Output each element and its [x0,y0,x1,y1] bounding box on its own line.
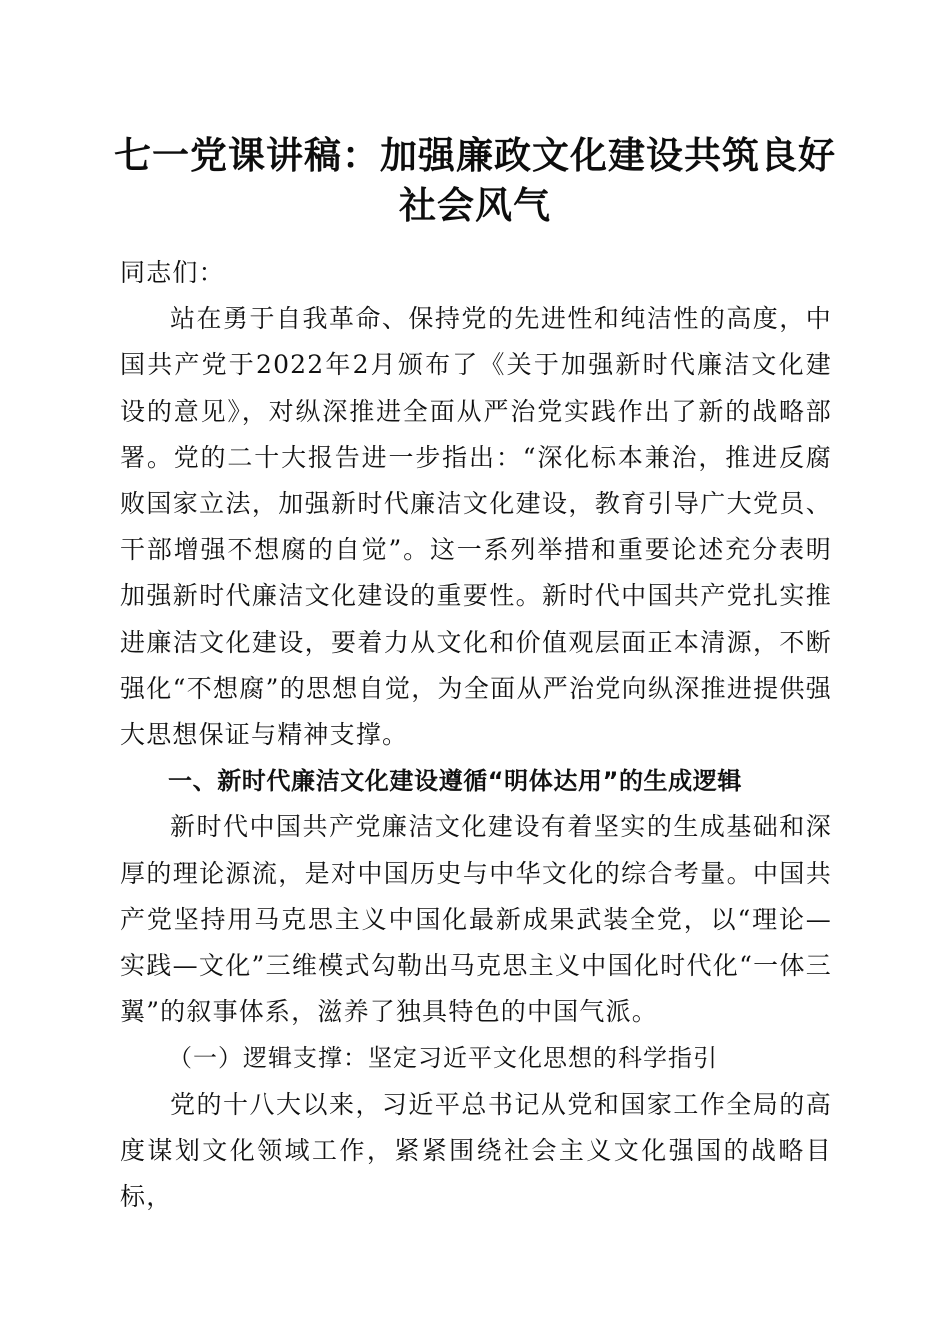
paragraph-intro: 站在勇于自我革命、保持党的先进性和纯洁性的高度，中国共产党于2022年2月颁布了《关于加强新时代廉洁文化建设的意见》，对纵深推进全面从严治党实践作出了新的战略部署。党的二十大报告进一步指出：“深化标本兼治，推进反腐败国家立法，加强新时代廉洁文化建设，教育引导广大党员、干部增强不想腐的自觉”。这一系列举措和重要论述充分表明加强新时代廉洁文化建设的重要性。新时代中国共产党扎实推进廉洁文化建设，要着力从文化和价值观层面正本清源，不断强化“不想腐”的思想自觉，为全面从严治党向纵深推进提供强大思想保证与精神支撑。 [120,304,832,750]
paragraph-section-one: 新时代中国共产党廉洁文化建设有着坚实的生成基础和深厚的理论源流，是对中国历史与中华文化的综合考量。中国共产党坚持用马克思主义中国化最新成果武装全党，以“理论—实践—文化”三维模式勾勒出马克思主义中国化时代化“一体三翼”的叙事体系，滋养了独具特色的中国气派。 [120,812,832,1027]
document-body [120,250,832,1220]
salutation: 同志们： [120,258,225,287]
paragraph-subsection-one: 党的十八大以来，习近平总书记从党和国家工作全局的高度谋划文化领域工作，紧紧围绕社会主义文化强国的战略目标， [120,1089,832,1212]
subsection-heading: （一）逻辑支撑：坚定习近平文化思想的科学指引 [168,1044,718,1073]
section-heading: 一、新时代廉洁文化建设遵循“明体达用”的生成逻辑 [168,767,742,796]
document-title: 七一党课讲稿：加强廉政文化建设共筑良好社会风气 [114,133,836,227]
